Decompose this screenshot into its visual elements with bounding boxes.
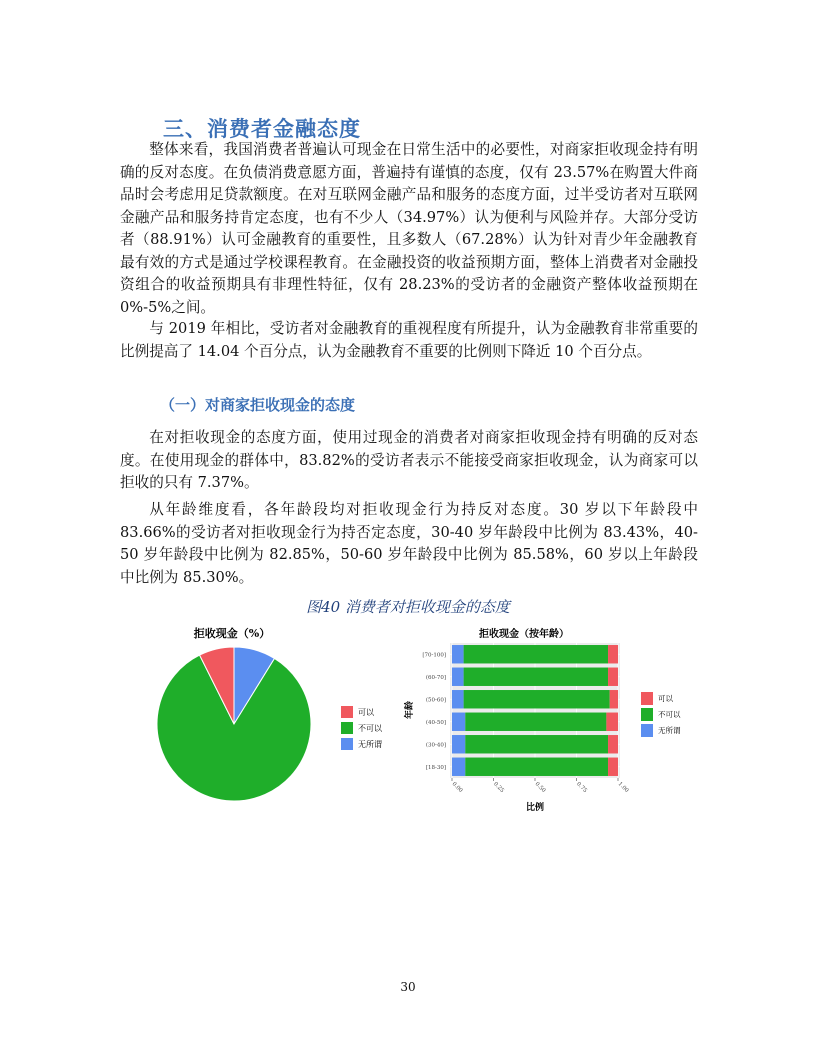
bar-segment bbox=[452, 713, 465, 731]
bar-x-tick-label: 0.00 bbox=[450, 781, 464, 795]
bar-category-label: (50-60] bbox=[425, 697, 446, 704]
bar-segment bbox=[464, 645, 608, 663]
bar-segment bbox=[610, 690, 618, 708]
pie-legend-swatch-0 bbox=[341, 706, 353, 718]
bar-segment bbox=[608, 668, 618, 686]
subsection-title: （一）对商家拒收现金的态度 bbox=[160, 396, 356, 414]
bar-segment bbox=[465, 735, 608, 753]
bar-segment bbox=[452, 645, 464, 663]
pie-legend-swatch-2 bbox=[341, 738, 353, 750]
body-paragraph-2: 与 2019 年相比，受访者对金融教育的重视程度有所提升，认为金融教育非常重要的比例提高了 14.04 个百分点，认为金融教育不重要的比例则下降近 10 个百分点。 bbox=[120, 320, 698, 360]
bar-x-tick-label: 0.50 bbox=[533, 781, 547, 795]
bar-x-tick-label: 1.00 bbox=[616, 781, 630, 795]
bar-category-label: [70-100] bbox=[422, 652, 446, 659]
bar-category-label: [18-30] bbox=[425, 764, 446, 771]
body-paragraph-1: 整体来看，我国消费者普遍认可现金在日常生活中的必要性，对商家拒收现金持有明确的反对态度。在负债消费意愿方面，普遍持有谨慎的态度，仅有 23.57%在购置大件商品时会考虑用足贷款额度。在对互联网金融产品和服务的态度方面，过半受访者对互联网金融产品和服务持肯定态度，也有不少人（34.97%）认为便利与风险并存。大部分受访者（88.91%）认可金融教育的重要性，且多数人（67.28%）认为针对青少年金融教育最有效的方式是通过学校课程教育。在金融投资的收益预期方面，整体上消费者对金融投资组合的收益预期具有非理性特征，仅有 28.23%的受访者的金融资产整体收益预期在 0%-5%之间。 bbox=[120, 141, 698, 316]
page-number: 30 bbox=[400, 980, 416, 994]
bar-title: 拒收现金（按年龄） bbox=[479, 629, 569, 640]
bar-category-label: (60-70] bbox=[425, 674, 446, 681]
pie-chart bbox=[150, 622, 400, 807]
pie-legend-label-2: 无所谓 bbox=[358, 740, 382, 749]
bar-legend-label-2: 无所谓 bbox=[658, 726, 681, 735]
bar-ylabel: 年龄 bbox=[405, 700, 415, 720]
stacked-bar-chart bbox=[390, 622, 690, 818]
bar-legend-swatch-0 bbox=[641, 692, 653, 705]
bar-category-label: (30-40] bbox=[425, 742, 446, 749]
bar-legend-swatch-2 bbox=[641, 724, 653, 737]
bar-segment bbox=[608, 758, 618, 776]
bar-legend-label-1: 不可以 bbox=[658, 710, 681, 719]
bar-segment bbox=[452, 735, 465, 753]
bar-x-tick-label: 0.75 bbox=[575, 781, 588, 795]
pie-title: 拒收现金（%） bbox=[193, 627, 271, 640]
bar-segment bbox=[608, 735, 618, 753]
bar-segment bbox=[452, 758, 465, 776]
bar-segment bbox=[452, 690, 464, 708]
bar-xlabel: 比例 bbox=[525, 803, 545, 813]
bar-category-label: (40-50] bbox=[425, 719, 446, 726]
bar-segment bbox=[465, 758, 608, 776]
body-paragraph-3: 在对拒收现金的态度方面，使用过现金的消费者对商家拒收现金持有明确的反对态度。在使用现金的群体中，83.82%的受访者表示不能接受商家拒收现金，认为商家可以拒收的只有 7.37%。 bbox=[120, 429, 698, 491]
pie-legend-label-1: 不可以 bbox=[358, 724, 382, 733]
bar-segment bbox=[452, 668, 464, 686]
bar-segment bbox=[608, 645, 618, 663]
pie-legend-swatch-1 bbox=[341, 722, 353, 734]
pie-legend-label-0: 可以 bbox=[358, 708, 374, 717]
figure-caption: 图40 消费者对拒收现金的态度 bbox=[306, 598, 510, 616]
bar-segment bbox=[464, 668, 608, 686]
bar-segment bbox=[465, 713, 606, 731]
section-title: 三、消费者金融态度 bbox=[163, 117, 361, 141]
bar-legend-swatch-1 bbox=[641, 708, 653, 721]
bar-x-tick-label: 0.25 bbox=[492, 781, 505, 795]
bar-segment bbox=[606, 713, 618, 731]
bar-legend-label-0: 可以 bbox=[658, 694, 673, 703]
bar-segment bbox=[464, 690, 610, 708]
body-paragraph-4: 从年龄维度看，各年龄段均对拒收现金行为持反对态度。30 岁以下年龄段中 83.66%的受访者对拒收现金行为持否定态度，30-40 岁年龄段中比例为 83.43%，40-50 岁年龄段中比例为 82.85%，50-60 岁年龄段中比例为 85.58%，60 岁以上年龄段中比例为 85.30%。 bbox=[120, 501, 698, 586]
